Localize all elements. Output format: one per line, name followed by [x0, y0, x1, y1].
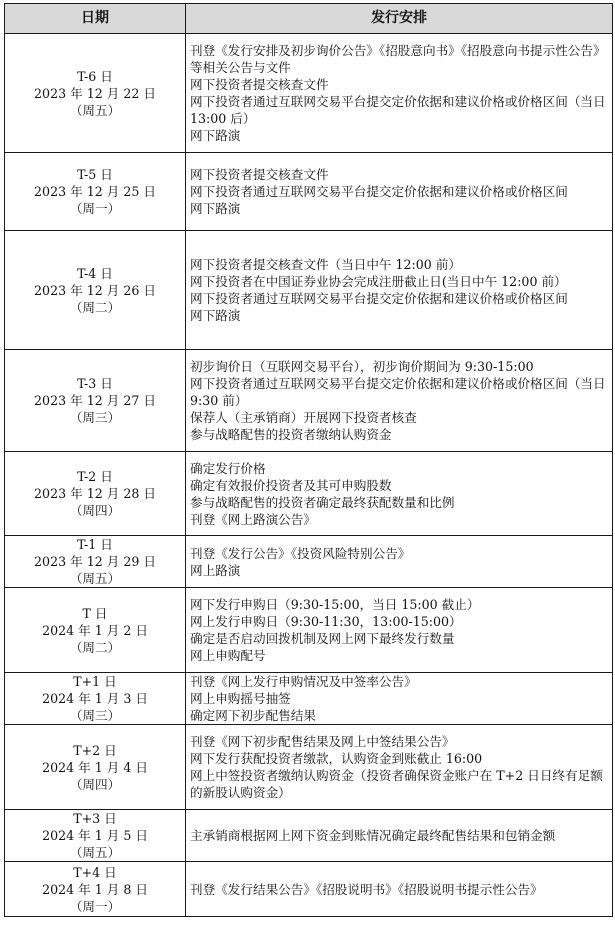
date-cell [5, 350, 186, 452]
weekday-label: （周五） [69, 102, 121, 118]
event-item: 刊登《网上路演公告》 [190, 511, 316, 527]
trading-day-label: T-3 日 [77, 376, 113, 391]
event-item: 初步询价日（互联网交易平台），初步询价期间为 9:30-15:00 [190, 359, 534, 374]
event-cell [186, 231, 613, 350]
trading-day-label: T+2 日 [73, 742, 117, 758]
event-item: 网上发行申购日（9:30-11:30，13:00-15:00） [190, 614, 462, 629]
event-item: 网上申购摇号抽签 [190, 691, 291, 706]
event-item: 参与战略配售的投资者确定最终获配数量和比例 [190, 494, 455, 510]
calendar-date: 2024 年 1 月 8 日 [42, 881, 148, 897]
table-header-row [5, 4, 613, 34]
date-cell [5, 725, 186, 810]
weekday-label: （周二） [69, 639, 121, 655]
date-cell [5, 536, 186, 588]
event-item: 保荐人（主承销商）开展网下投资者核查 [190, 410, 417, 425]
date-cell [5, 588, 186, 673]
event-cell [186, 588, 613, 673]
event-item: 网下路演 [190, 308, 241, 323]
event-cell [186, 536, 613, 588]
calendar-date: 2023 年 12 月 27 日 [34, 393, 156, 408]
table-row [5, 231, 613, 350]
date-cell [5, 810, 186, 862]
date-cell [5, 862, 186, 917]
weekday-label: （周四） [69, 503, 121, 518]
event-cell [186, 34, 613, 153]
event-item: 网上中签投资者缴纳认购资金（投资者确保资金账户在 T+2 日日终有足额的新股认购资金） [190, 768, 603, 800]
event-item: 网上路演 [190, 562, 241, 578]
event-cell [186, 673, 613, 725]
weekday-label: （周四） [69, 776, 121, 792]
table-row [5, 350, 613, 452]
event-item: 网下发行获配投资者缴款，认购资金到账截止 16:00 [190, 751, 483, 766]
event-item: 网下发行申购日（9:30-15:00，当日 15:00 截止） [190, 597, 480, 612]
event-item: 确定网下初步配售结果 [190, 708, 316, 723]
trading-day-label: T-6 日 [77, 68, 113, 84]
table-row [5, 153, 613, 231]
event-cell [186, 153, 613, 231]
event-item: 网下投资者提交核查文件（当日中午 12:00 前） [190, 257, 461, 272]
table-row [5, 34, 613, 153]
event-item: 网下投资者在中国证券业协会完成注册截止日(当日中午 12:00 前） [190, 274, 567, 289]
table-row [5, 452, 613, 536]
weekday-label: （周五） [69, 571, 121, 586]
calendar-date: 2023 年 12 月 25 日 [34, 184, 156, 199]
calendar-date: 2023 年 12 月 22 日 [34, 85, 156, 101]
event-item: 刊登《网上发行申购情况及中签率公告》 [190, 674, 417, 689]
weekday-label: （周一） [69, 201, 121, 216]
date-cell [5, 153, 186, 231]
date-cell [5, 231, 186, 350]
date-column-header: 日期 [5, 4, 186, 34]
trading-day-label: T+1 日 [73, 674, 117, 689]
table-row [5, 810, 613, 862]
event-item: 刊登《发行安排及初步询价公告》《招股意向书》《招股意向书提示性公告》等相关公告与文件 [190, 43, 606, 75]
event-item: 网下投资者提交核查文件 [190, 77, 329, 92]
trading-day-label: T-4 日 [77, 265, 113, 281]
event-item: 网下路演 [190, 201, 241, 216]
trading-day-label: T+4 日 [73, 864, 117, 880]
table-row [5, 536, 613, 588]
trading-day-label: T 日 [82, 605, 108, 621]
calendar-date: 2024 年 1 月 4 日 [42, 759, 148, 775]
table-row [5, 725, 613, 810]
calendar-date: 2024 年 1 月 5 日 [42, 828, 148, 843]
calendar-date: 2023 年 12 月 28 日 [34, 486, 156, 501]
event-item: 网下投资者通过互联网交易平台提交定价依据和建议价格或价格区间（当日 9:30 前） [190, 376, 606, 408]
weekday-label: （周五） [69, 845, 121, 860]
event-item: 网下投资者提交核查文件 [190, 167, 329, 182]
event-item: 主承销商根据网上网下资金到账情况确定最终配售结果和包销金额 [190, 828, 556, 843]
event-cell [186, 862, 613, 917]
weekday-label: （周三） [69, 410, 121, 425]
trading-day-label: T-1 日 [77, 537, 113, 552]
event-item: 刊登《发行结果公告》《招股说明书》《招股说明书提示性公告》 [190, 881, 543, 897]
date-cell [5, 452, 186, 536]
weekday-label: （周三） [69, 708, 121, 723]
date-cell [5, 673, 186, 725]
event-column-header: 发行安排 [186, 4, 613, 34]
trading-day-label: T-5 日 [77, 167, 113, 182]
event-item: 刊登《发行公告》《投资风险特别公告》 [190, 545, 411, 561]
weekday-label: （周一） [69, 898, 121, 914]
calendar-date: 2024 年 1 月 3 日 [42, 691, 148, 706]
date-cell [5, 34, 186, 153]
event-item: 刊登《网下初步配售结果及网上中签结果公告》 [190, 734, 455, 749]
event-item: 确定发行价格 [190, 460, 266, 476]
weekday-label: （周二） [69, 299, 121, 315]
calendar-date: 2023 年 12 月 26 日 [34, 282, 156, 298]
table-row [5, 862, 613, 917]
calendar-date: 2024 年 1 月 2 日 [42, 622, 148, 638]
event-item: 网下投资者通过互联网交易平台提交定价依据和建议价格或价格区间 [190, 291, 568, 306]
event-item: 网下投资者通过互联网交易平台提交定价依据和建议价格或价格区间（当日 13:00 后） [190, 94, 606, 126]
event-item: 网下投资者通过互联网交易平台提交定价依据和建议价格或价格区间 [190, 184, 568, 199]
event-item: 网上申购配号 [190, 648, 266, 663]
calendar-date: 2023 年 12 月 29 日 [34, 554, 156, 569]
event-cell [186, 452, 613, 536]
event-cell [186, 350, 613, 452]
table-row [5, 588, 613, 673]
event-item: 网下路演 [190, 128, 241, 143]
trading-day-label: T-2 日 [77, 469, 113, 484]
event-item: 参与战略配售的投资者缴纳认购资金 [190, 427, 392, 442]
table-row [5, 673, 613, 725]
event-item: 确定有效报价投资者及其可申购股数 [190, 477, 392, 493]
event-cell [186, 725, 613, 810]
event-cell [186, 810, 613, 862]
issuance-schedule-table [4, 3, 613, 917]
trading-day-label: T+3 日 [73, 811, 117, 826]
event-item: 确定是否启动回拨机制及网上网下最终发行数量 [190, 631, 455, 646]
